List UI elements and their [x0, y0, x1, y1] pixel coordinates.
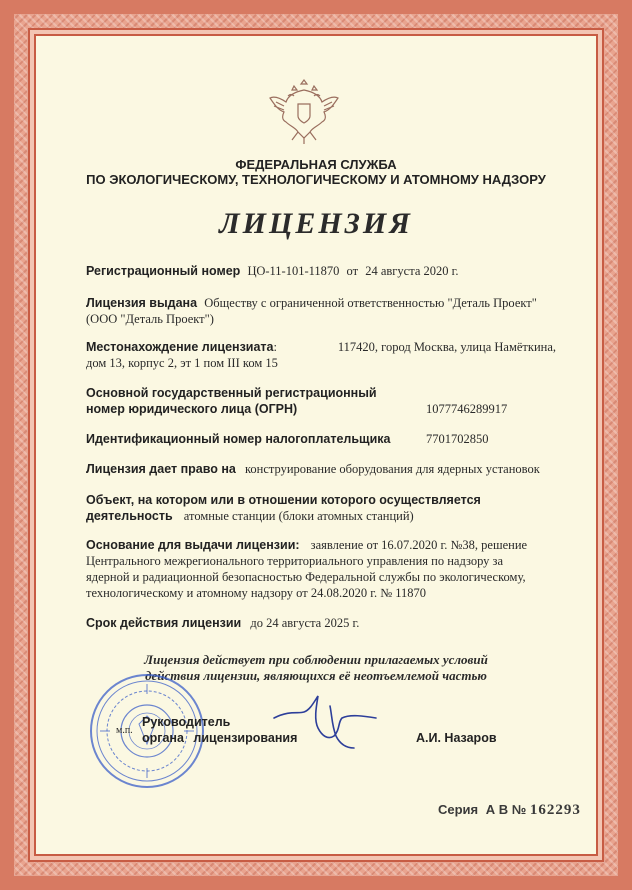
serial-number	[438, 802, 581, 819]
object-value: атомные станции (блоки атомных станций)	[183, 509, 414, 523]
rights-label: Лицензия дает право на	[86, 462, 236, 476]
agency-name-line1: ФЕДЕРАЛЬНАЯ СЛУЖБА	[235, 157, 397, 172]
document-title: ЛИЦЕНЗИЯ	[219, 207, 413, 240]
location-address-line1: 117420, город Москва, улица Намёткина,	[337, 340, 556, 354]
inn-label: Идентификационный номер налогоплательщика	[86, 432, 391, 446]
validity-row	[86, 615, 359, 631]
validity-label: Срок действия лицензии	[86, 616, 242, 630]
agency-name-line2: ПО ЭКОЛОГИЧЕСКОМУ, ТЕХНОЛОГИЧЕСКОМУ И АТОМНОМУ НАДЗОРУ	[86, 172, 546, 187]
rights-value: конструирование оборудования для ядерных установок	[244, 462, 540, 476]
registration-row	[86, 263, 458, 279]
registration-number: ЦО-11-101-11870	[247, 264, 340, 278]
ogrn-label-line2: номер юридического лица (ОГРН)	[86, 402, 298, 416]
object-label-line2: деятельность	[86, 509, 173, 523]
location-colon: :	[273, 340, 277, 354]
serial-series: А В №	[485, 802, 527, 817]
object-label-line1: Объект, на котором или в отношении которого осуществляется	[86, 493, 481, 507]
location-row	[86, 339, 556, 355]
rights-row	[86, 461, 540, 477]
basis-label: Основание для выдачи лицензии:	[86, 538, 300, 552]
conditions-note-line2: действия лицензии, являющихся её неотъемлемой частью	[145, 668, 487, 683]
location-label: Местонахождение лицензиата	[86, 340, 274, 354]
signatory-name: А.И. Назаров	[416, 731, 497, 745]
serial-label: Серия	[438, 802, 479, 817]
issued-to-short-name: (ООО "Деталь Проект")	[86, 312, 214, 326]
issued-to-label: Лицензия выдана	[86, 296, 198, 310]
ogrn-label-line1: Основной государственный регистрационный	[86, 386, 377, 400]
double-headed-eagle-emblem-icon	[268, 72, 340, 146]
basis-line2: Центрального межрегионального территориального управления по надзору за	[86, 554, 504, 568]
object-row	[86, 508, 414, 524]
basis-line4: технологическому и атомному надзору от 24.08.2020 г. № 11870	[86, 586, 427, 600]
signatory-title-line2: органа лицензирования	[142, 731, 298, 745]
registration-date: 24 августа 2020 г.	[365, 264, 459, 278]
serial-value: 162293	[529, 802, 581, 818]
location-address-line2: дом 13, корпус 2, эт 1 пом III ком 15	[86, 356, 278, 370]
basis-line3: ядерной и радиационной безопасностью Федеральной службы по экологическому,	[86, 570, 526, 584]
validity-value: до 24 августа 2025 г.	[250, 616, 360, 630]
issued-to-name: Обществу с ограниченной ответственностью "Деталь Проект"	[204, 296, 537, 310]
registration-from: от	[346, 264, 359, 278]
handwritten-signature	[270, 692, 380, 752]
issued-to-row	[86, 295, 537, 311]
registration-label: Регистрационный номер	[86, 264, 241, 278]
basis-row	[86, 537, 527, 553]
ogrn-value: 1077746289917	[426, 402, 508, 416]
seal-place-mark: м.п.	[116, 725, 133, 736]
basis-line1: заявление от 16.07.2020 г. №38, решение	[310, 538, 528, 552]
conditions-note-line1: Лицензия действует при соблюдении прилагаемых условий	[144, 652, 488, 667]
inn-value: 7701702850	[426, 432, 489, 446]
signatory-title-line1: Руководитель	[142, 715, 231, 729]
